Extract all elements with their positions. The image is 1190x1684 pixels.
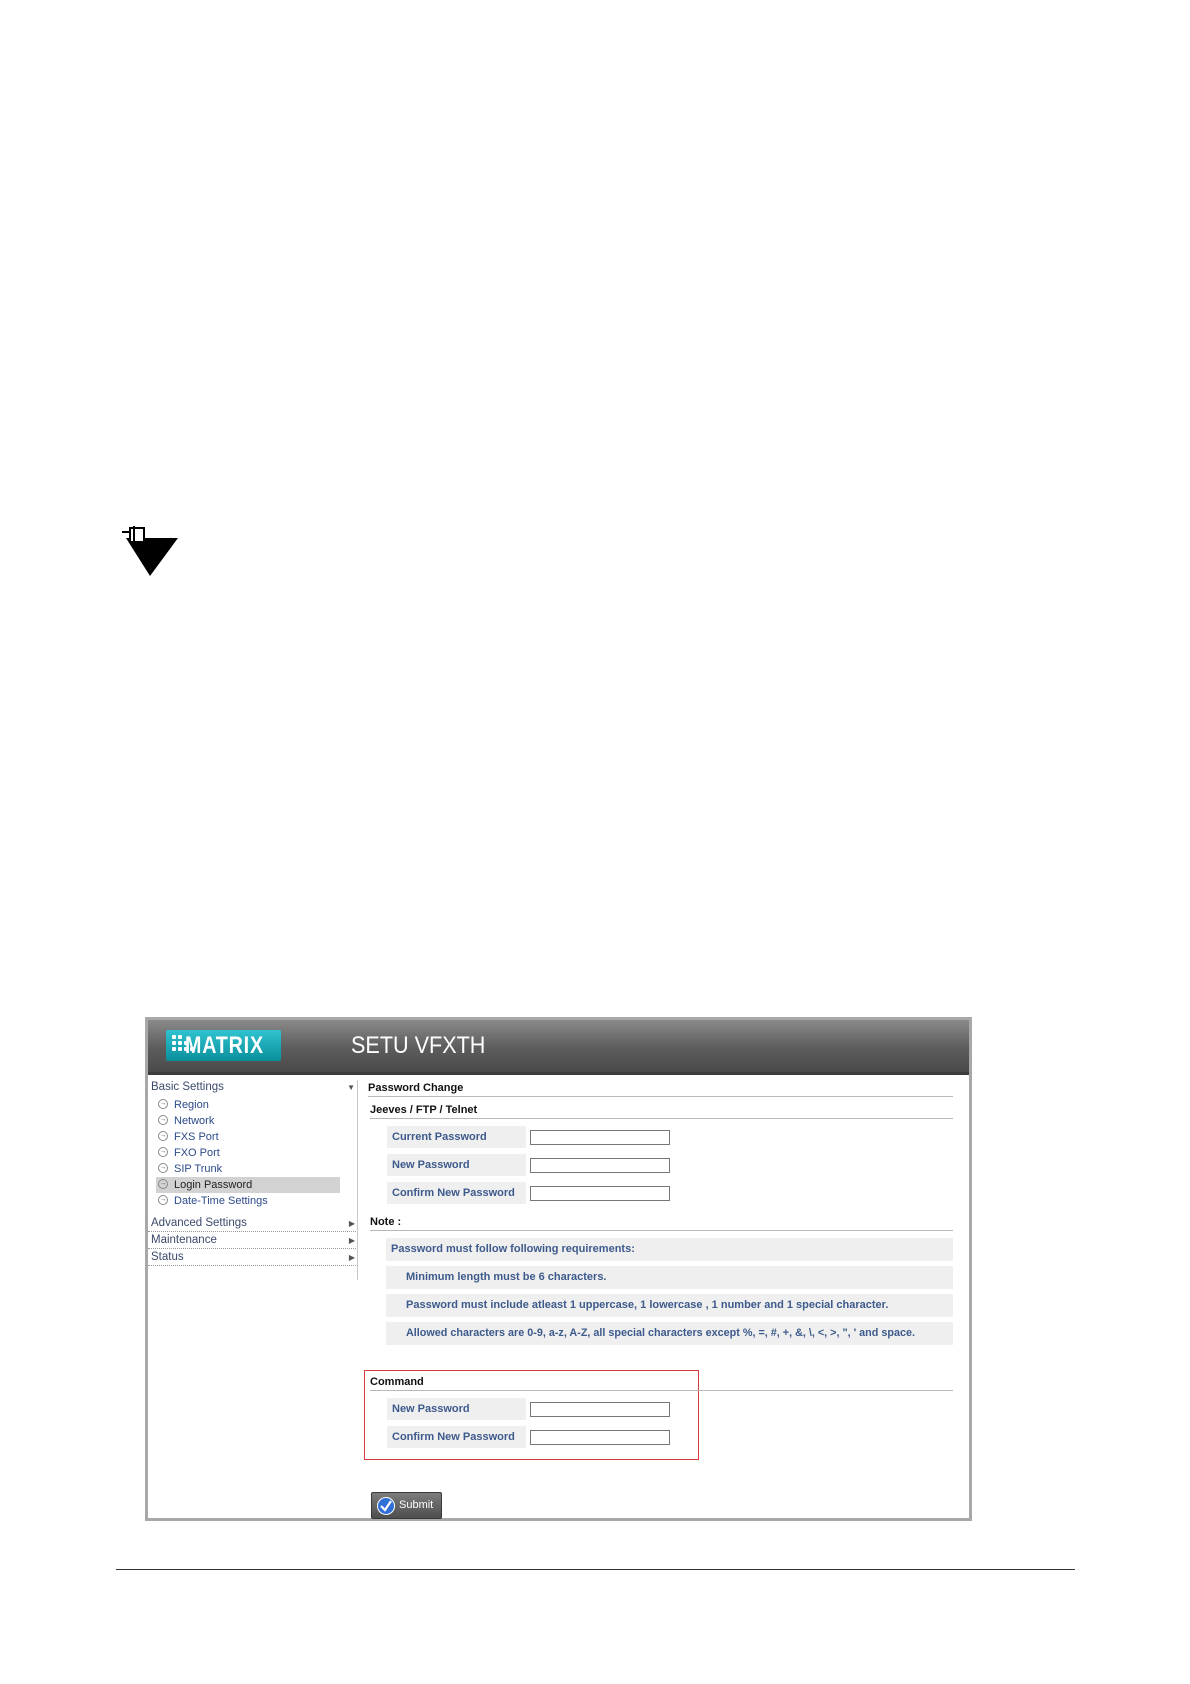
- command-confirm-password-label: Confirm New Password: [387, 1426, 526, 1448]
- arrow-circle-icon: →: [159, 1116, 167, 1123]
- note-allowed-characters: Allowed characters are 0-9, a-z, A-Z, all special characters except %, =, #, +, &, \, <, >, ", ' and space.: [386, 1322, 953, 1345]
- command-title: Command: [370, 1376, 953, 1391]
- sidebar-item-network[interactable]: → Network: [159, 1115, 215, 1127]
- arrow-circle-icon: →: [159, 1196, 167, 1203]
- sidebar-item-date-time-settings[interactable]: → Date-Time Settings: [159, 1195, 268, 1207]
- check-icon: [377, 1497, 395, 1515]
- matrix-logo: [166, 1030, 281, 1061]
- command-new-password-input[interactable]: [530, 1402, 670, 1417]
- sidebar-group-maintenance[interactable]: Maintenance ▶: [148, 1233, 358, 1249]
- arrow-circle-icon: →: [159, 1132, 167, 1139]
- chevron-down-icon: ▼: [347, 1083, 355, 1092]
- sidebar-group-advanced-settings[interactable]: Advanced Settings ▶: [148, 1216, 358, 1232]
- sidebar-item-region[interactable]: → Region: [159, 1099, 209, 1111]
- arrow-circle-icon: →: [159, 1148, 167, 1155]
- sidebar-item-login-password[interactable]: → Login Password: [156, 1177, 340, 1193]
- jeeves-section-title: Jeeves / FTP / Telnet: [370, 1104, 953, 1119]
- command-new-password-label: New Password: [387, 1398, 526, 1420]
- product-title: SETU VFXTH: [351, 1032, 486, 1059]
- password-change-title: Password Change: [368, 1082, 953, 1097]
- chevron-right-icon: ▶: [348, 1253, 355, 1262]
- sidebar-item-fxo-port[interactable]: → FXO Port: [159, 1147, 220, 1159]
- sidebar-item-fxs-port[interactable]: → FXS Port: [159, 1131, 219, 1143]
- note-title: Note :: [370, 1216, 953, 1231]
- sidebar-item-sip-trunk[interactable]: → SIP Trunk: [159, 1163, 223, 1175]
- arrow-circle-icon: →: [159, 1164, 167, 1171]
- logo-dots-icon: [172, 1035, 179, 1057]
- new-password-input[interactable]: [530, 1158, 670, 1173]
- note-requirements-heading: Password must follow following requirements:: [386, 1238, 953, 1261]
- sidebar-group-status[interactable]: Status ▶: [148, 1250, 358, 1266]
- current-password-label: Current Password: [387, 1126, 526, 1148]
- sidebar-group-basic-settings[interactable]: Basic Settings ▼: [151, 1081, 355, 1093]
- command-confirm-password-input[interactable]: [530, 1430, 670, 1445]
- confirm-new-password-input[interactable]: [530, 1186, 670, 1201]
- app-header: [148, 1020, 969, 1075]
- sidebar: [148, 1080, 358, 1266]
- logo-text: MATRIX: [184, 1031, 264, 1059]
- arrow-circle-icon: →: [159, 1100, 167, 1107]
- note-must-include: Password must include atleast 1 uppercase, 1 lowercase , 1 number and 1 special character.: [386, 1294, 953, 1317]
- current-password-input[interactable]: [530, 1130, 670, 1145]
- new-password-label: New Password: [387, 1154, 526, 1176]
- sidebar-divider: [357, 1080, 358, 1280]
- confirm-new-password-label: Confirm New Password: [387, 1182, 526, 1204]
- note-min-length: Minimum length must be 6 characters.: [386, 1266, 953, 1289]
- chevron-right-icon: ▶: [348, 1236, 355, 1245]
- footer-divider: [116, 1569, 1075, 1570]
- note-icon: [120, 526, 180, 578]
- matrix-web-ui: [145, 1017, 972, 1521]
- submit-button[interactable]: Submit: [371, 1492, 442, 1519]
- chevron-right-icon: ▶: [348, 1219, 355, 1228]
- arrow-circle-icon: →: [159, 1180, 167, 1187]
